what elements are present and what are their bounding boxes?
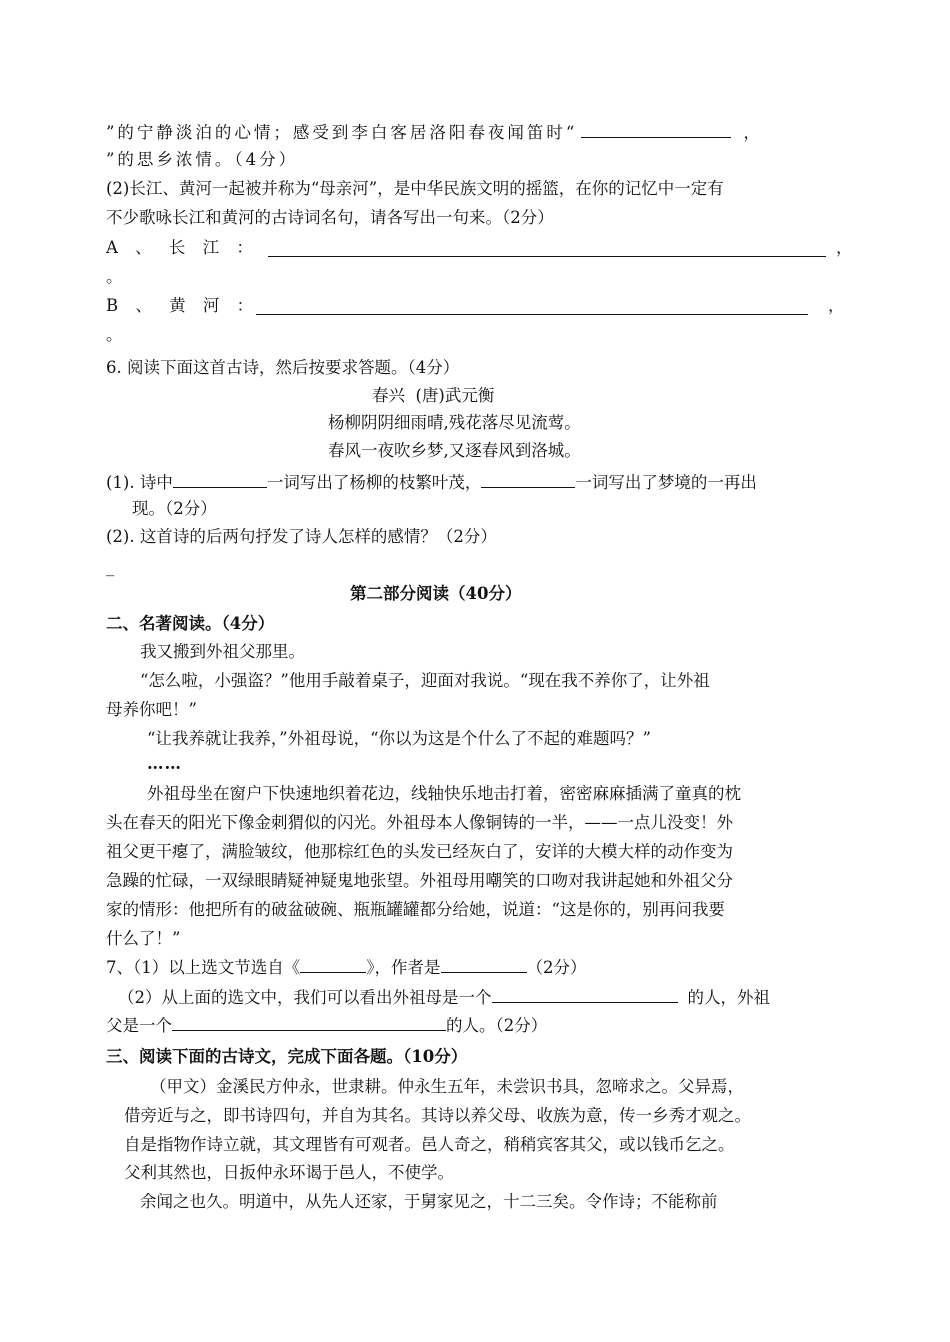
q7-sub1-text-a: 7、（1）以上选文节选自《 bbox=[106, 958, 301, 977]
passage-line: 家的情形：他把所有的破盆破碗、瓶瓶罐罐都分给她，说道：“这是你的，别再问我要 bbox=[106, 900, 725, 919]
q6-intro: 6. 阅读下面这首古诗，然后按要求答题。（4分） bbox=[106, 358, 460, 377]
q5-line-1-text: ”的宁静淡泊的心情；感受到李白客居洛阳春夜闻笛时“ bbox=[106, 123, 578, 142]
answer-blank[interactable] bbox=[172, 1012, 446, 1031]
q5-part2-line-1: (2)长江、黄河一起被并称为“母亲河”，是中华民族文明的摇篮，在你的记忆中一定有 bbox=[106, 179, 724, 198]
passage-line: “让我养就让我养，”外祖母说，“你以为这是个什么了不起的难题吗？” bbox=[147, 729, 651, 748]
passage-line: 头在春天的阳光下像金刺猬似的闪光。外祖母本人像铜铸的一半，——一点儿没变！外 bbox=[106, 813, 733, 832]
author-blank[interactable] bbox=[441, 954, 527, 973]
part2-title: 第二部分阅读（40分） bbox=[350, 584, 522, 603]
answer-b-label: B 、 黄 河 ： bbox=[106, 296, 260, 315]
q7-sub2-text-a: （2）从上面的选文中，我们可以看出外祖母是一个 bbox=[118, 988, 492, 1007]
passage-line: 什么了！” bbox=[106, 929, 181, 948]
answer-blank[interactable] bbox=[173, 469, 267, 488]
q7-sub1-text-c: （2分） bbox=[526, 958, 587, 977]
classical-text-line: 余闻之也久。明道中，从先人还家，于舅家见之，十二三矣。令作诗；不能称前 bbox=[140, 1192, 718, 1211]
answer-blank[interactable] bbox=[481, 469, 575, 488]
q6-sub1 bbox=[106, 469, 757, 495]
q6-sub1-text-c: 一词写出了梦境的一再出 bbox=[575, 473, 757, 492]
answer-b-blank[interactable] bbox=[256, 296, 808, 315]
q7-sub2-text-d: 的人。（2分） bbox=[446, 1016, 548, 1035]
passage-line: 急躁的忙碌，一双绿眼睛疑神疑鬼地张望。外祖母用嘲笑的口吻对我讲起她和外祖父分 bbox=[106, 871, 733, 890]
q7-sub2-cont bbox=[106, 1012, 547, 1038]
stray-mark: _ bbox=[106, 557, 115, 576]
q5-line-1 bbox=[106, 119, 763, 145]
q7-sub2-text-b: 的人，外祖 bbox=[687, 988, 770, 1007]
classical-text-line: 借旁近与之，即书诗四句，并自为其名。其诗以养父母、收族为意，传一乡秀才观之。 bbox=[124, 1106, 751, 1125]
q5-part2-line-2: 不少歌咏长江和黄河的古诗词名句，请各写出一句来。（2分） bbox=[106, 208, 554, 227]
passage-line: 母养你吧！” bbox=[106, 700, 197, 719]
q6-sub1-cont: 现。（2分） bbox=[132, 499, 217, 518]
section2-heading: 二、名著阅读。（4分） bbox=[106, 614, 275, 633]
answer-a-blank[interactable] bbox=[268, 238, 826, 257]
answer-blank[interactable] bbox=[492, 984, 678, 1003]
poem-title: 春兴 (唐)武元衡 bbox=[372, 386, 495, 405]
q6-sub1-text-a: (1). 诗中 bbox=[106, 473, 173, 492]
passage-line: 外祖母坐在窗户下快速地织着花边，线轴快乐地击打着，密密麻麻插满了童真的枕 bbox=[147, 784, 741, 803]
q7-sub2 bbox=[118, 984, 770, 1010]
answer-b-comma: ， bbox=[828, 296, 845, 315]
passage-ellipsis: …… bbox=[147, 754, 182, 773]
section3-heading: 三、阅读下面的古诗文，完成下面各题。（10分） bbox=[106, 1047, 468, 1066]
passage-line: “怎么啦，小强盗？”他用手敲着桌子，迎面对我说。“现在我不养你了，让外祖 bbox=[140, 671, 710, 690]
q7-sub1-text-b: 》，作者是 bbox=[366, 958, 441, 977]
answer-b-period: 。 bbox=[106, 325, 123, 344]
classical-text-line: 自是指物作诗立就，其文理皆有可观者。邑人奇之，稍稍宾客其父，或以钱币乞之。 bbox=[124, 1135, 735, 1154]
answer-a-label: A 、 长 江 ： bbox=[106, 238, 259, 257]
q6-sub2: (2). 这首诗的后两句抒发了诗人怎样的感情？（2分） bbox=[106, 527, 497, 546]
q5-line-2: ”的思乡浓情。（4分） bbox=[106, 150, 299, 169]
q7-sub1 bbox=[106, 954, 587, 980]
answer-a-period: 。 bbox=[106, 267, 123, 286]
q7-sub2-text-c: 父是一个 bbox=[106, 1016, 172, 1035]
classical-text-line: （甲文）金溪民方仲永，世隶耕。仲永生五年，未尝识书具，忽啼求之。父异焉， bbox=[150, 1077, 744, 1096]
passage-line: 我又搬到外祖父那里。 bbox=[140, 642, 305, 661]
classical-text-line: 父利其然也，日扳仲永环谒于邑人，不使学。 bbox=[124, 1163, 454, 1182]
q6-sub1-text-b: 一词写出了杨柳的枝繁叶茂， bbox=[266, 473, 482, 492]
answer-a-comma: ， bbox=[836, 238, 853, 257]
poem-line-2: 春风一夜吹乡梦,又逐春风到洛城。 bbox=[328, 441, 581, 460]
q5-line-1-comma: ， bbox=[743, 123, 763, 142]
book-title-blank[interactable] bbox=[300, 954, 366, 973]
passage-line: 祖父更干瘪了，满脸皱纹，他那棕红色的头发已经灰白了，安详的大模大样的动作变为 bbox=[106, 842, 733, 861]
answer-blank[interactable] bbox=[581, 119, 731, 138]
poem-line-1: 杨柳阴阴细雨晴,残花落尽见流莺。 bbox=[328, 413, 581, 432]
